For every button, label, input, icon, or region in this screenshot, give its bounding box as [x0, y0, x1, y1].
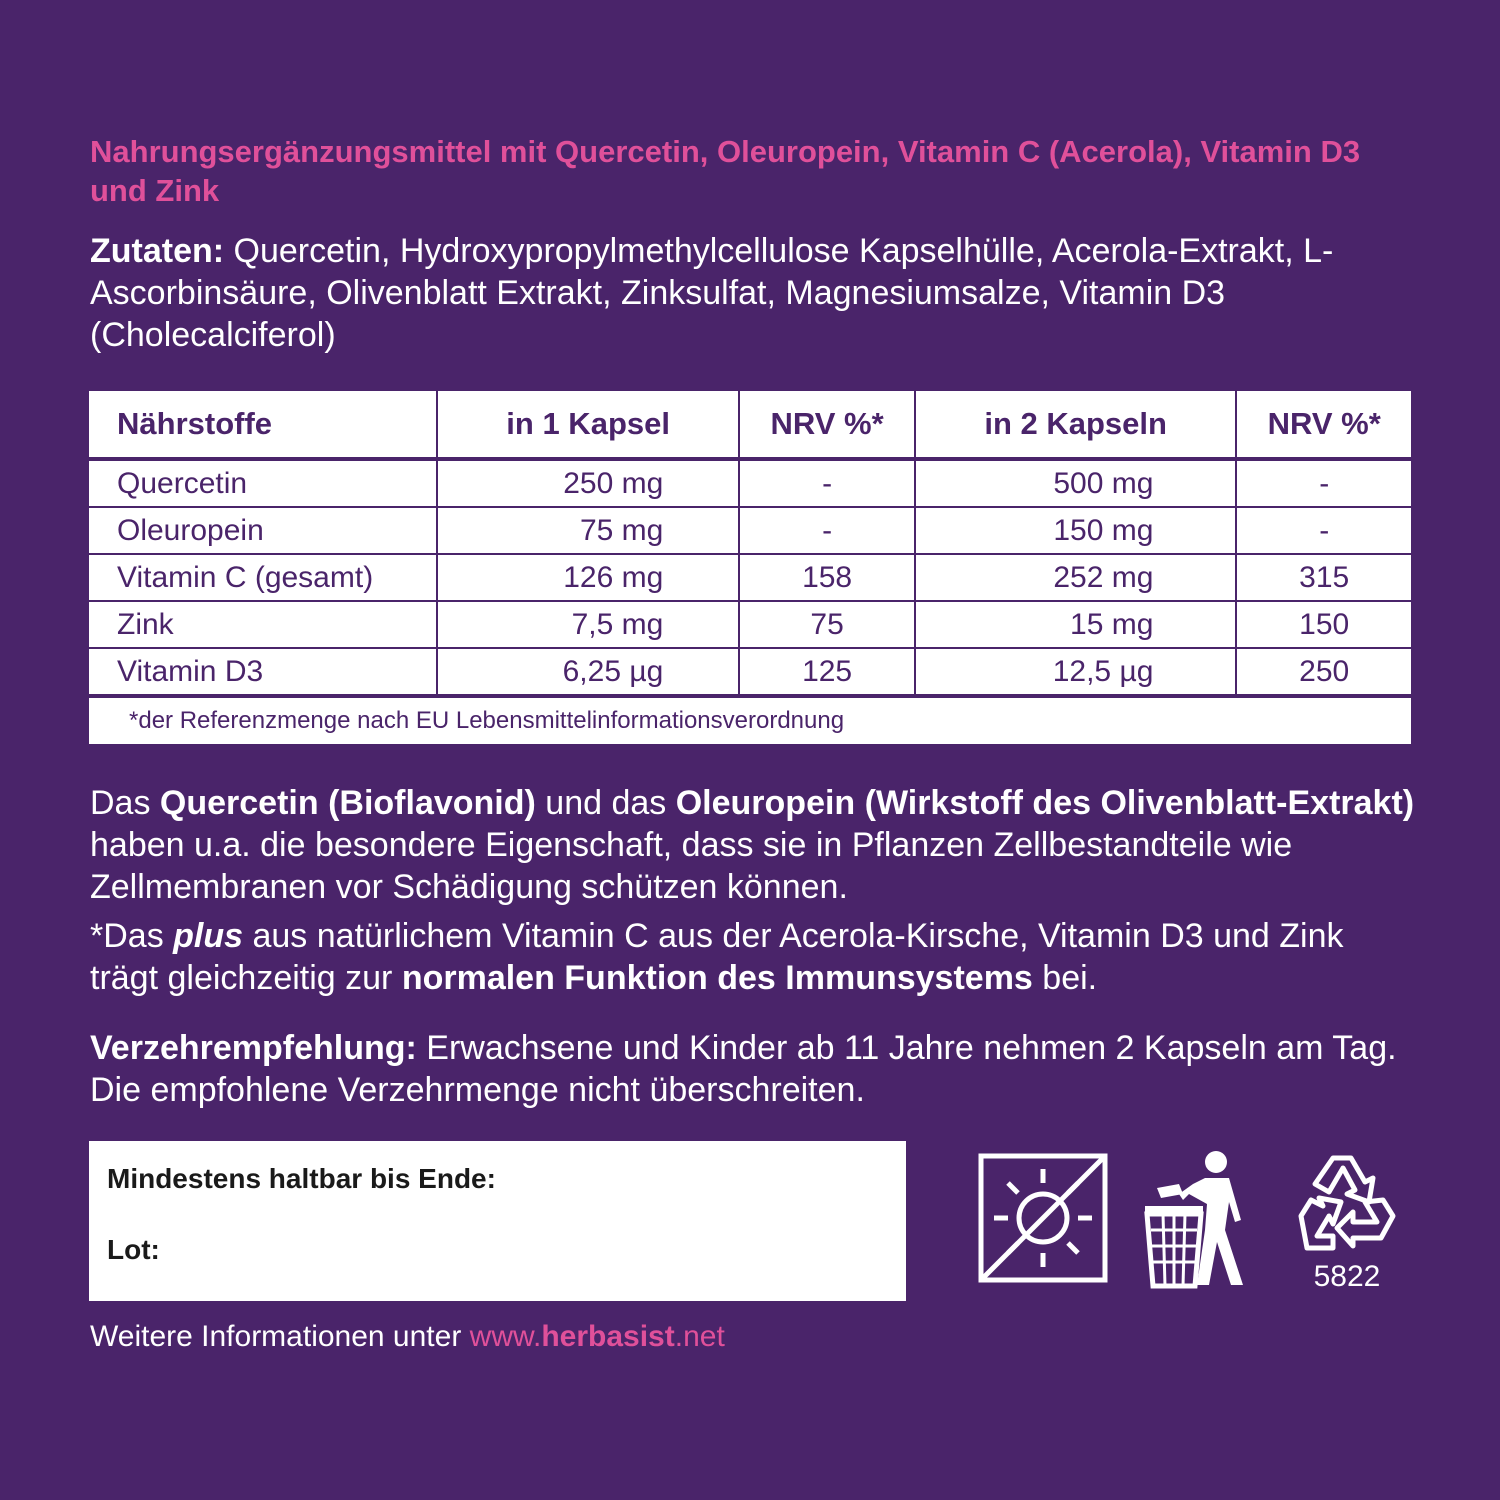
cell-one-capsule: 7,5 mg: [437, 601, 739, 648]
cell-nrv-2: 250: [1236, 648, 1411, 696]
cell-nrv-1: -: [739, 459, 915, 507]
cell-two-capsules: 15 mg: [915, 601, 1237, 648]
cell-two-capsules: 150 mg: [915, 507, 1237, 554]
cell-nrv-2: 150: [1236, 601, 1411, 648]
table-row: [89, 648, 1411, 696]
table-footnote: *der Referenzmenge nach EU Lebensmittelinformationsverordnung: [89, 696, 1411, 744]
cell-nrv-1: 75: [739, 601, 915, 648]
best-before-box: [89, 1141, 906, 1301]
desc-text: haben u.a. die besondere Eigenschaft, dass sie in Pflanzen Zellbestandteile wie Zellmembranen vor Schädigung schützen können.: [90, 826, 1293, 906]
header-nrv-2: NRV %*: [1236, 391, 1411, 459]
ingredients-label: Zutaten:: [90, 232, 225, 270]
cell-two-capsules: 500 mg: [915, 459, 1237, 507]
table-header-row: [89, 391, 1411, 459]
cell-nrv-1: -: [739, 507, 915, 554]
desc-text: und das: [535, 784, 676, 822]
table-row: [89, 601, 1411, 648]
cell-one-capsule: 126 mg: [437, 554, 739, 601]
cell-nutrient: Quercetin: [89, 459, 437, 507]
cell-one-capsule: 6,25 µg: [437, 648, 739, 696]
desc-emphasis-italic: plus: [173, 917, 244, 955]
cell-nrv-2: 315: [1236, 554, 1411, 601]
cell-nutrient: Zink: [89, 601, 437, 648]
table-row: [89, 459, 1411, 507]
cell-nutrient: Vitamin C (gesamt): [89, 554, 437, 601]
cell-nrv-1: 158: [739, 554, 915, 601]
header-nutrients: Nährstoffe: [89, 391, 437, 459]
no-sunlight-icon: [978, 1153, 1108, 1283]
desc-text: bei.: [1032, 959, 1098, 997]
ingredients-text: [90, 230, 1420, 356]
cell-nrv-1: 125: [739, 648, 915, 696]
tidy-man-bin-icon: [1143, 1150, 1258, 1290]
cell-nrv-2: -: [1236, 507, 1411, 554]
best-before-label: Mindestens haltbar bis Ende:: [107, 1163, 496, 1194]
desc-emphasis: normalen Funktion des Immunsystems: [401, 959, 1033, 997]
header-nrv-1: NRV %*: [739, 391, 915, 459]
cell-one-capsule: 75 mg: [437, 507, 739, 554]
desc-text: aus natürlichem Vitamin C aus der Acerola-Kirsche, Vitamin D3 und Zink trägt gleichzeitig zur: [90, 917, 1344, 997]
more-info-line: [90, 1320, 725, 1354]
product-headline: Nahrungsergänzungsmittel mit Quercetin, Oleuropein, Vitamin C (Acerola), Vitamin D3 und Zink: [90, 134, 1361, 208]
url-brand: herbasist: [541, 1320, 675, 1353]
table-row: [89, 554, 1411, 601]
header-one-capsule: in 1 Kapsel: [437, 391, 739, 459]
cell-nrv-2: -: [1236, 459, 1411, 507]
nutrition-table: [89, 391, 1411, 744]
header-two-capsules: in 2 Kapseln: [915, 391, 1237, 459]
description-paragraph-1: [90, 782, 1420, 908]
recycle-code: 5822: [1313, 1260, 1381, 1293]
table-footnote-row: [89, 696, 1411, 744]
ingredients-list: Quercetin, Hydroxypropylmethylcellulose Kapselhülle, Acerola-Extrakt, L-Ascorbinsäure, Olivenblatt Extrakt, Zinksulfat, Magnesiumsalze, Vitamin D3 (Cholecalciferol): [90, 232, 1334, 354]
cell-nutrient: Vitamin D3: [89, 648, 437, 696]
more-info-prefix: Weitere Informationen unter: [90, 1320, 470, 1353]
recycle-icon: [1293, 1150, 1403, 1255]
desc-emphasis: Quercetin (Bioflavonid): [159, 784, 536, 822]
cell-two-capsules: 252 mg: [915, 554, 1237, 601]
dosage-text: [90, 1027, 1420, 1111]
table-row: [89, 507, 1411, 554]
cell-nutrient: Oleuropein: [89, 507, 437, 554]
lot-label: Lot:: [107, 1234, 160, 1265]
desc-text: Das: [90, 784, 160, 822]
url-part: .net: [674, 1320, 725, 1353]
cell-one-capsule: 250 mg: [437, 459, 739, 507]
website-link[interactable]: [470, 1320, 725, 1353]
cell-two-capsules: 12,5 µg: [915, 648, 1237, 696]
description-paragraph-2: [90, 915, 1420, 999]
url-part: www.: [469, 1320, 542, 1353]
desc-emphasis: Oleuropein (Wirkstoff des Olivenblatt-Extrakt): [675, 784, 1415, 822]
dosage-label: Verzehrempfehlung:: [90, 1029, 417, 1067]
desc-text: *Das: [90, 917, 174, 955]
dosage-instructions: Erwachsene und Kinder ab 11 Jahre nehmen 2 Kapseln am Tag. Die empfohlene Verzehrmenge nicht überschreiten.: [90, 1029, 1397, 1109]
